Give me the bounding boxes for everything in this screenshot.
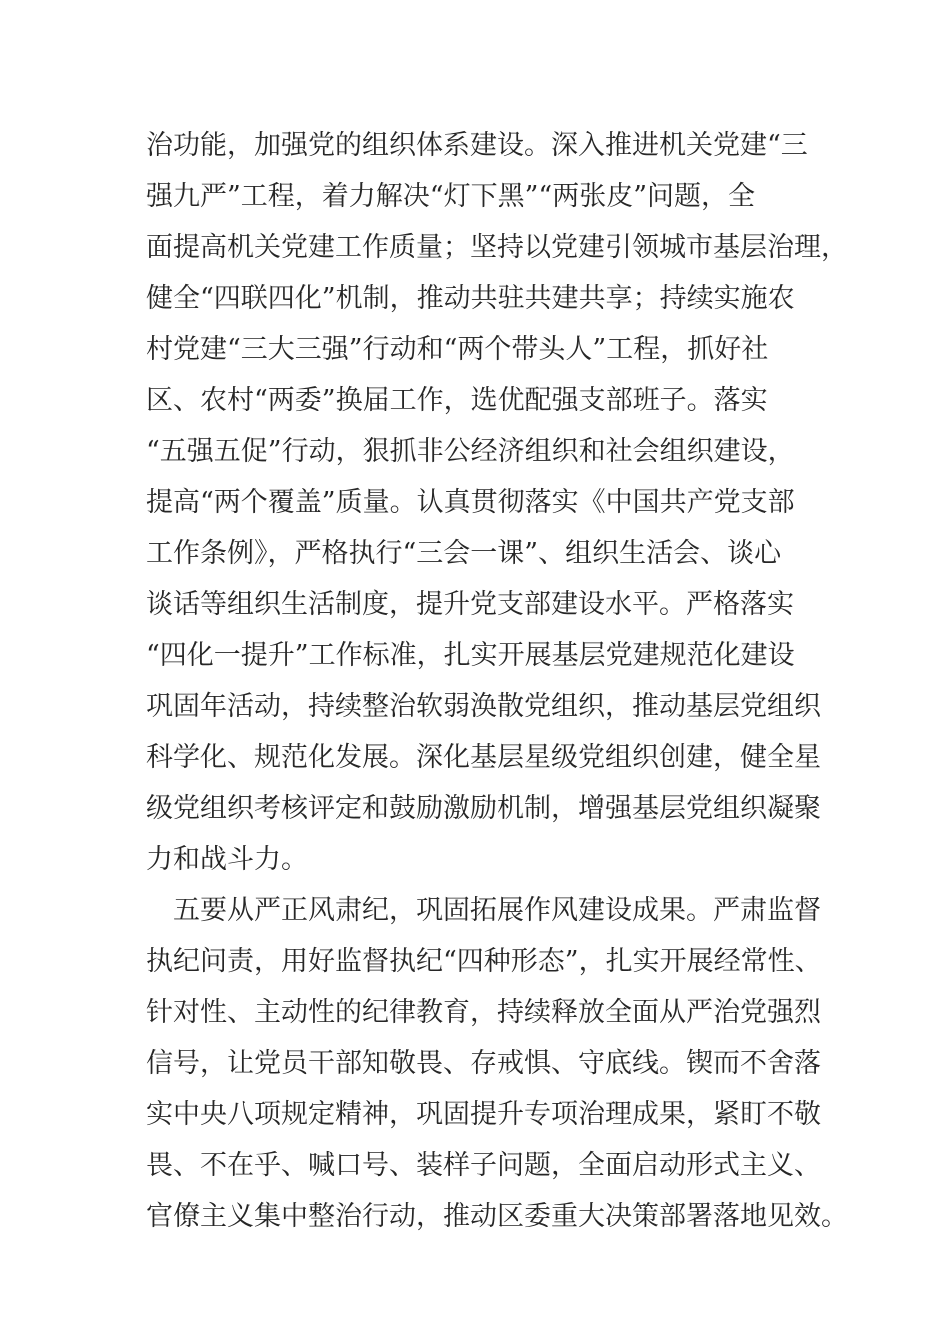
text-line: 信号，让党员干部知敬畏、存戒惧、守底线。锲而不舍落 (146, 1048, 821, 1079)
text-line: 执纪问责，用好监督执纪“四种形态”，扎实开展经常性、 (146, 946, 822, 977)
paragraph-first-line: 五要从严正风肃纪，巩固拓展作风建设成果。严肃监督 (173, 895, 821, 926)
text-line: 谈话等组织生活制度，提升党支部建设水平。严格落实 (146, 589, 794, 620)
text-line: “四化一提升”工作标准，扎实开展基层党建规范化建设 (146, 640, 795, 671)
text-line: 巩固年活动，持续整治软弱涣散党组织，推动基层党组织 (146, 691, 821, 722)
text-line: 面提高机关党建工作质量；坚持以党建引领城市基层治理， (146, 232, 848, 263)
text-line: 工作条例》，严格执行“三会一课”、组织生活会、谈心 (146, 538, 782, 569)
text-line: 科学化、规范化发展。深化基层星级党组织创建，健全星 (146, 742, 821, 773)
text-line: 官僚主义集中整治行动，推动区委重大决策部署落地见效。 (146, 1201, 848, 1232)
text-line: 针对性、主动性的纪律教育，持续释放全面从严治党强烈 (146, 997, 821, 1028)
text-line: 级党组织考核评定和鼓励激励机制，增强基层党组织凝聚 (146, 793, 821, 824)
text-line: 力和战斗力。 (146, 844, 308, 875)
text-line: 畏、不在乎、喊口号、装样子问题，全面启动形式主义、 (146, 1150, 821, 1181)
text-line: 健全“四联四化”机制，推动共驻共建共享；持续实施农 (146, 283, 795, 314)
text-line: 治功能，加强党的组织体系建设。深入推进机关党建“三 (146, 130, 808, 161)
text-line: 村党建“三大三强”行动和“两个带头人”工程，抓好社 (146, 334, 769, 365)
text-line: “五强五促”行动，狠抓非公经济组织和社会组织建设， (146, 436, 795, 467)
text-line: 强九严”工程，着力解决“灯下黑”“两张皮”问题，全 (146, 181, 756, 212)
text-line: 提高“两个覆盖”质量。认真贯彻落实《中国共产党支部 (146, 487, 795, 518)
text-line: 区、农村“两委”换届工作，选优配强支部班子。落实 (146, 385, 768, 416)
text-line: 实中央八项规定精神，巩固提升专项治理成果，紧盯不敬 (146, 1099, 821, 1130)
